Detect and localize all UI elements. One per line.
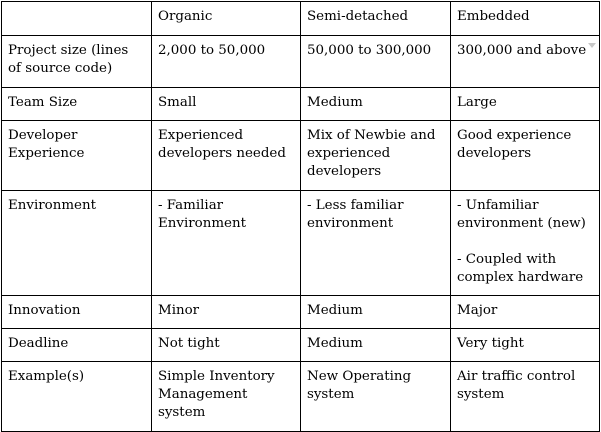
row-label-cell[interactable]	[2, 329, 152, 362]
row-label: Team Size	[8, 95, 78, 110]
row-label-cell[interactable]	[2, 191, 152, 296]
table-row-project-size	[2, 36, 600, 88]
organic-cell[interactable]: Small	[152, 88, 301, 121]
embedded-cell[interactable]: Air traffic control system	[451, 362, 600, 432]
header-row	[2, 2, 600, 36]
organic-cell[interactable]: Minor	[152, 296, 301, 329]
table-row-innovation	[2, 296, 600, 329]
row-label: Example(s)	[8, 369, 85, 384]
embedded-cell[interactable]: Large	[451, 88, 600, 121]
semi-detached-cell[interactable]: New Operating system	[301, 362, 451, 432]
header-embedded: Embedded	[457, 9, 530, 24]
row-label: Deadline	[8, 336, 69, 351]
semi-detached-cell[interactable]: Medium	[301, 296, 451, 329]
organic-cell[interactable]: Simple Inventory Management system	[152, 362, 301, 432]
row-label: Innovation	[8, 303, 81, 318]
table-row-deadline	[2, 329, 600, 362]
header-cell-organic[interactable]	[152, 2, 301, 36]
table-row-examples	[2, 362, 600, 432]
embedded-cell[interactable]: Major	[451, 296, 600, 329]
header-cell-empty[interactable]	[2, 2, 152, 36]
semi-detached-cell[interactable]: Medium	[301, 329, 451, 362]
row-label: Developer Experience	[8, 128, 85, 161]
semi-detached-cell[interactable]: 50,000 to 300,000	[301, 36, 451, 88]
semi-detached-cell[interactable]: Medium	[301, 88, 451, 121]
organic-cell[interactable]: 2,000 to 50,000	[152, 36, 301, 88]
comparison-table	[1, 1, 600, 432]
organic-cell[interactable]: Experienced developers needed	[152, 121, 301, 191]
header-semi-detached: Semi-detached	[307, 9, 409, 24]
header-organic: Organic	[158, 9, 213, 24]
embedded-cell[interactable]: Good experience developers	[451, 121, 600, 191]
row-label-cell[interactable]	[2, 362, 152, 432]
semi-detached-cell[interactable]: - Less familiar environment	[301, 191, 451, 296]
table-row-environment	[2, 191, 600, 296]
row-label-cell[interactable]	[2, 36, 152, 88]
embedded-cell[interactable]: Very tight	[451, 329, 600, 362]
header-cell-embedded[interactable]	[451, 2, 600, 36]
row-label: Project size (lines of source code)	[8, 43, 129, 76]
table-row-team-size	[2, 88, 600, 121]
organic-cell[interactable]: - Familiar Environment	[152, 191, 301, 296]
embedded-cell[interactable]: 300,000 and above	[451, 36, 600, 88]
organic-cell[interactable]: Not tight	[152, 329, 301, 362]
row-label-cell[interactable]	[2, 88, 152, 121]
row-label: Environment	[8, 198, 96, 213]
header-cell-semi-detached[interactable]	[301, 2, 451, 36]
embedded-cell[interactable]: - Unfamiliar environment (new) - Coupled with complex hardware	[451, 191, 600, 296]
row-label-cell[interactable]	[2, 121, 152, 191]
table-row-developer-experience	[2, 121, 600, 191]
chevron-down-icon[interactable]	[588, 43, 596, 48]
semi-detached-cell[interactable]: Mix of Newbie and experienced developers	[301, 121, 451, 191]
row-label-cell[interactable]	[2, 296, 152, 329]
